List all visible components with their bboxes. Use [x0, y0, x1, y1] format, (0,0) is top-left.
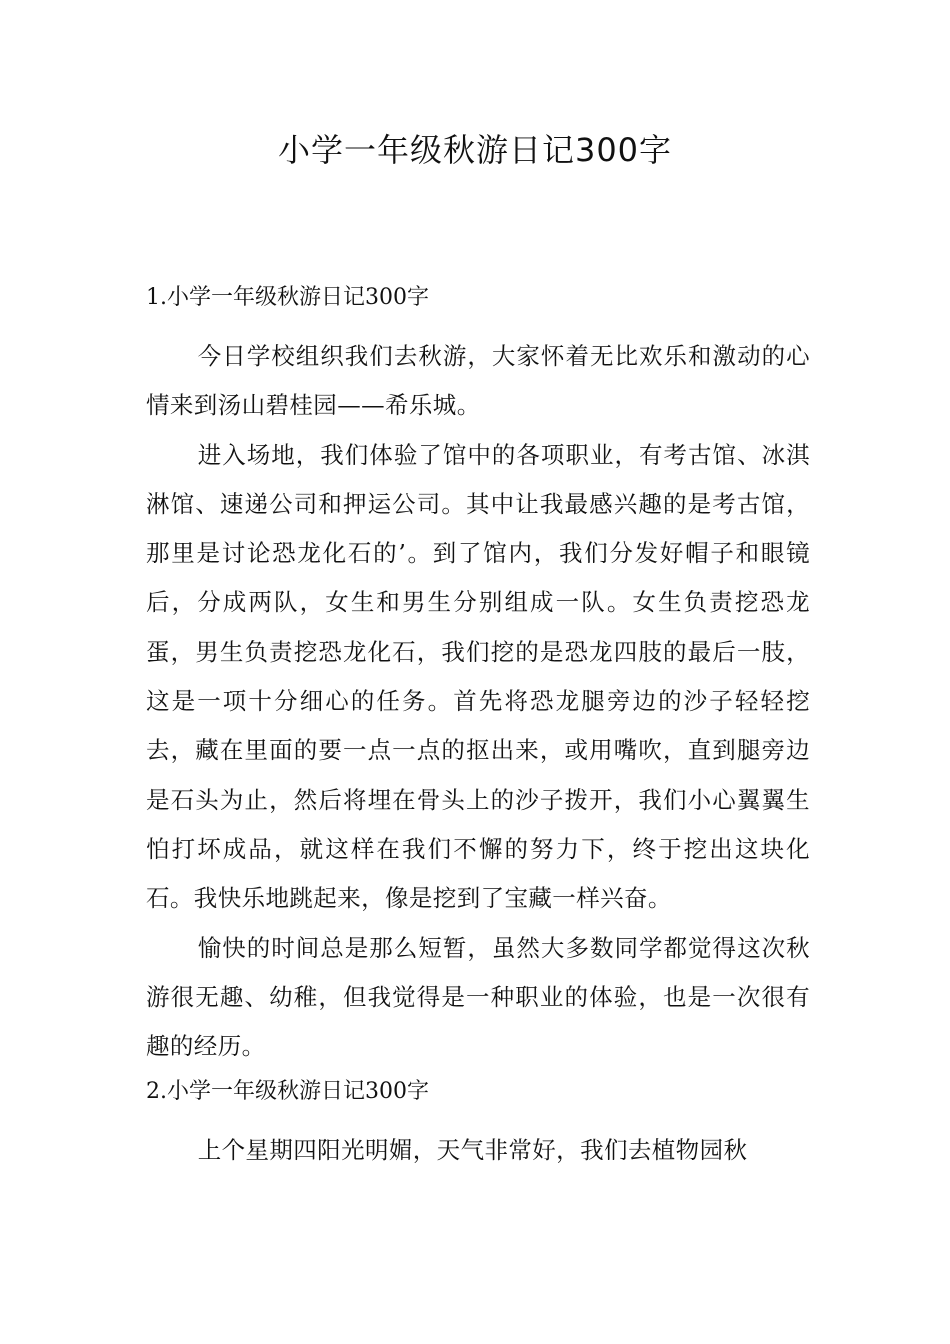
paragraph: 今日学校组织我们去秋游，大家怀着无比欢乐和激动的心情来到汤山碧桂园——希乐城。	[146, 342, 810, 420]
paragraph: 愉快的时间总是那么短暂，虽然大多数同学都觉得这次秋游很无趣、幼稚，但我觉得是一种职业的体验，也是一次很有趣的经历。	[146, 933, 810, 1061]
paragraph: 进入场地，我们体验了馆中的各项职业，有考古馆、冰淇淋馆、速递公司和押运公司。其中让我最感兴趣的是考古馆，那里是讨论恐龙化石的’。到了馆内，我们分发好帽子和眼镜后，分成两队，女生和男生分别组成一队。女生负责挖恐龙蛋，男生负责挖恐龙化石，我们挖的是恐龙四肢的最后一肢，这是一项十分细心的任务。首先将恐龙腿旁边的沙子轻轻挖去，藏在里面的要一点一点的抠出来，或用嘴吹，直到腿旁边是石头为止，然后将埋在骨头上的沙子拨开，我们小心翼翼生怕打坏成品，就这样在我们不懈的努力下，终于挖出这块化石。我快乐地跳起来，像是挖到了宝藏一样兴奋。	[146, 440, 810, 913]
section-heading-2: 2.小学一年级秋游日记300字	[146, 1079, 429, 1105]
document-body	[146, 283, 810, 1176]
paragraph: 上个星期四阳光明媚，天气非常好，我们去植物园秋	[197, 1136, 748, 1165]
section-heading-1: 1.小学一年级秋游日记300字	[146, 285, 429, 310]
document-title: 小学一年级秋游日记300字	[277, 131, 673, 169]
